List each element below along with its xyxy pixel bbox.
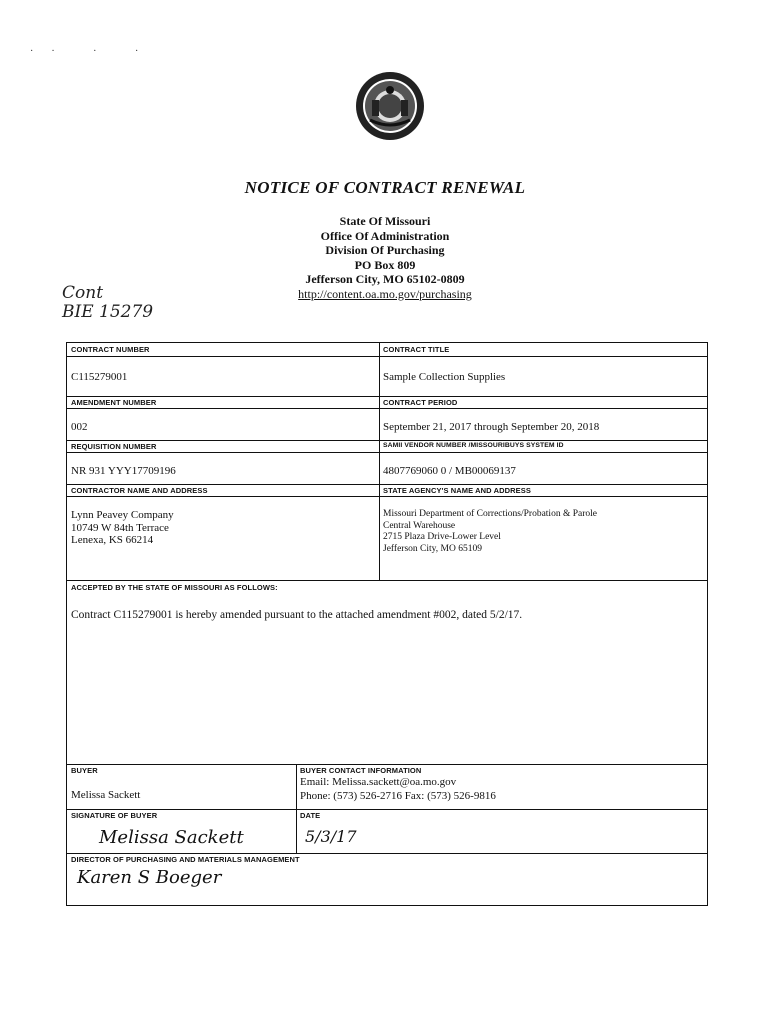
- contract-number-value: C115279001: [71, 371, 128, 383]
- address-line: Division Of Purchasing: [325, 243, 445, 257]
- contractor-value: Lynn Peavey Company 10749 W 84th Terrace Lenexa, KS 66214: [71, 509, 174, 546]
- director-signature: Karen S Boeger: [77, 867, 222, 888]
- state-agency-label: STATE AGENCY'S NAME AND ADDRESS: [383, 486, 531, 495]
- buyer-signature-label: SIGNATURE OF BUYER: [71, 811, 158, 820]
- amendment-number-label: AMENDMENT NUMBER: [71, 398, 157, 407]
- contract-form: [66, 342, 708, 906]
- contract-title-label: CONTRACT TITLE: [383, 345, 450, 354]
- contract-title-value: Sample Collection Supplies: [383, 371, 506, 383]
- buyer-phone-fax: Phone: (573) 526-2716 Fax: (573) 526-9816: [300, 790, 496, 802]
- address-line: Office Of Administration: [320, 228, 450, 243]
- date-value: 5/3/17: [305, 827, 357, 846]
- vendor-number-value: 4807769060 0 / MB00069137: [383, 465, 516, 477]
- buyer-value: Melissa Sackett: [71, 789, 141, 801]
- vendor-number-label: SAMII VENDOR NUMBER /MISSOURIBUYS SYSTEM ID: [383, 442, 564, 449]
- state-agency-value: Missouri Department of Corrections/Probation & Parole Central Warehouse 2715 Plaza Drive-Lower Level Jefferson City, MO 65109: [383, 509, 597, 554]
- amendment-number-value: 002: [71, 421, 88, 433]
- purchasing-link[interactable]: http://content.oa.mo.gov/purchasing: [298, 286, 472, 301]
- address-line: Jefferson City, MO 65102-0809: [305, 272, 465, 286]
- contract-period-label: CONTRACT PERIOD: [383, 398, 458, 407]
- buyer-email: Email: Melissa.sackett@oa.mo.gov: [300, 776, 457, 788]
- address-line: PO Box 809: [354, 257, 416, 272]
- handwritten-note: Cont BIE 15279: [62, 283, 154, 322]
- document-title: NOTICE OF CONTRACT RENEWAL: [244, 178, 526, 197]
- contractor-label: CONTRACTOR NAME AND ADDRESS: [71, 486, 208, 495]
- requisition-number-value: NR 931 YYY17709196: [71, 465, 176, 477]
- address-line: State Of Missouri: [339, 214, 431, 228]
- scan-specks: ·· · ·: [30, 46, 157, 57]
- buyer-contact-label: BUYER CONTACT INFORMATION: [300, 766, 422, 775]
- director-label: DIRECTOR OF PURCHASING AND MATERIALS MANAGEMENT: [71, 855, 300, 864]
- date-label: DATE: [300, 811, 321, 820]
- buyer-signature: Melissa Sackett: [99, 827, 244, 848]
- buyer-label: BUYER: [71, 766, 98, 775]
- contract-number-label: CONTRACT NUMBER: [71, 345, 150, 354]
- contract-period-value: September 21, 2017 through September 20, 2018: [383, 421, 600, 433]
- accepted-text: Contract C115279001 is hereby amended pursuant to the attached amendment #002, dated 5/2/17.: [71, 609, 523, 621]
- requisition-number-label: REQUISITION NUMBER: [71, 442, 157, 451]
- accepted-label: ACCEPTED BY THE STATE OF MISSOURI AS FOLLOWS:: [71, 583, 278, 592]
- missouri-state-seal: [354, 70, 426, 142]
